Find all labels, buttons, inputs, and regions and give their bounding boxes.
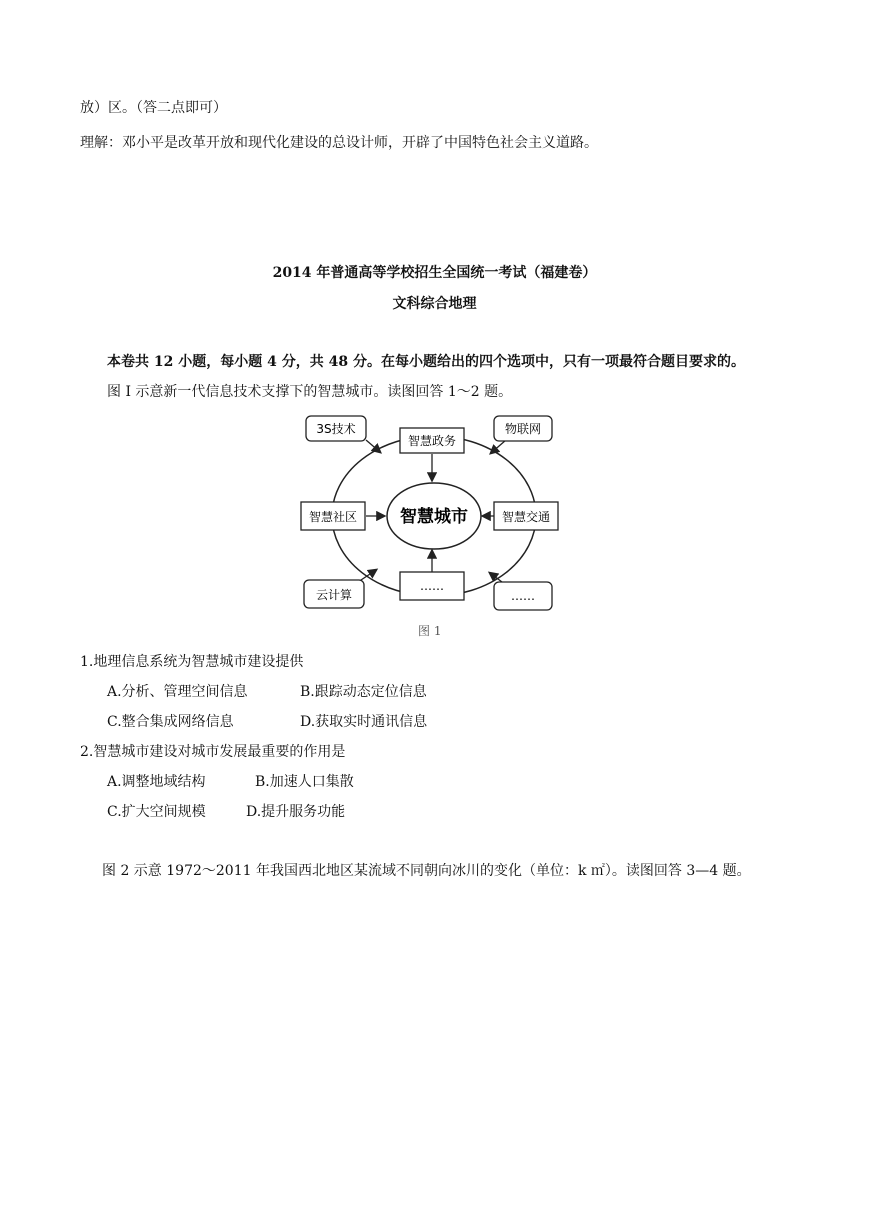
question-2-option-c: C.扩大空间规模 [107, 804, 206, 820]
question-2-option-d: D.提升服务功能 [246, 804, 346, 820]
question-2-option-b: B.加速人口集散 [255, 774, 354, 790]
svg-text:物联网: 物联网 [504, 422, 542, 436]
smart-city-diagram [296, 410, 566, 615]
previous-answer-line: 放）区。（答二点即可） [80, 100, 227, 116]
svg-text:智慧交通: 智慧交通 [501, 510, 551, 524]
figure1-intro: 图 I 示意新一代信息技术支撑下的智慧城市。读图回答 1～2 题。 [107, 384, 513, 400]
question-1-stem: 1.地理信息系统为智慧城市建设提供 [80, 654, 304, 670]
svg-text:……: …… [420, 579, 444, 593]
center-label: 智慧城市 [400, 507, 468, 527]
svg-text:智慧社区: 智慧社区 [308, 510, 358, 524]
svg-text:……: …… [511, 589, 535, 603]
arrow-top-left [366, 440, 380, 452]
question-2-stem: 2.智慧城市建设对城市发展最重要的作用是 [80, 744, 346, 760]
exam-title: 2014 年普通高等学校招生全国统一考试（福建卷） [272, 265, 597, 281]
question-1-option-c: C.整合集成网络信息 [107, 714, 234, 730]
question-1-option-d: D.获取实时通讯信息 [300, 714, 428, 730]
exam-subtitle: 文科综合地理 [392, 296, 477, 312]
svg-text:云计算: 云计算 [315, 588, 353, 602]
question-1-option-b: B.跟踪动态定位信息 [300, 684, 427, 700]
figure2-intro: 图 2 示意 1972～2011 年我国西北地区某流域不同朝向冰川的变化（单位：k ㎡）。读图回答 3—4 题。 [102, 863, 751, 879]
instructions: 本卷共 12 小题，每小题 4 分，共 48 分。在每小题给出的四个选项中，只有一项最符合题目要求的。 [107, 354, 745, 370]
svg-text:3S技术: 3S技术 [316, 422, 356, 436]
figure1-caption: 图 1 [418, 624, 442, 638]
question-1-option-a: A.分析、管理空间信息 [107, 684, 248, 700]
svg-text:智慧政务: 智慧政务 [407, 434, 457, 448]
arrow-top-right [491, 440, 506, 453]
previous-explanation-line: 理解：邓小平是改革开放和现代化建设的总设计师，开辟了中国特色社会主义道路。 [80, 135, 598, 151]
question-2-option-a: A.调整地域结构 [107, 774, 206, 790]
